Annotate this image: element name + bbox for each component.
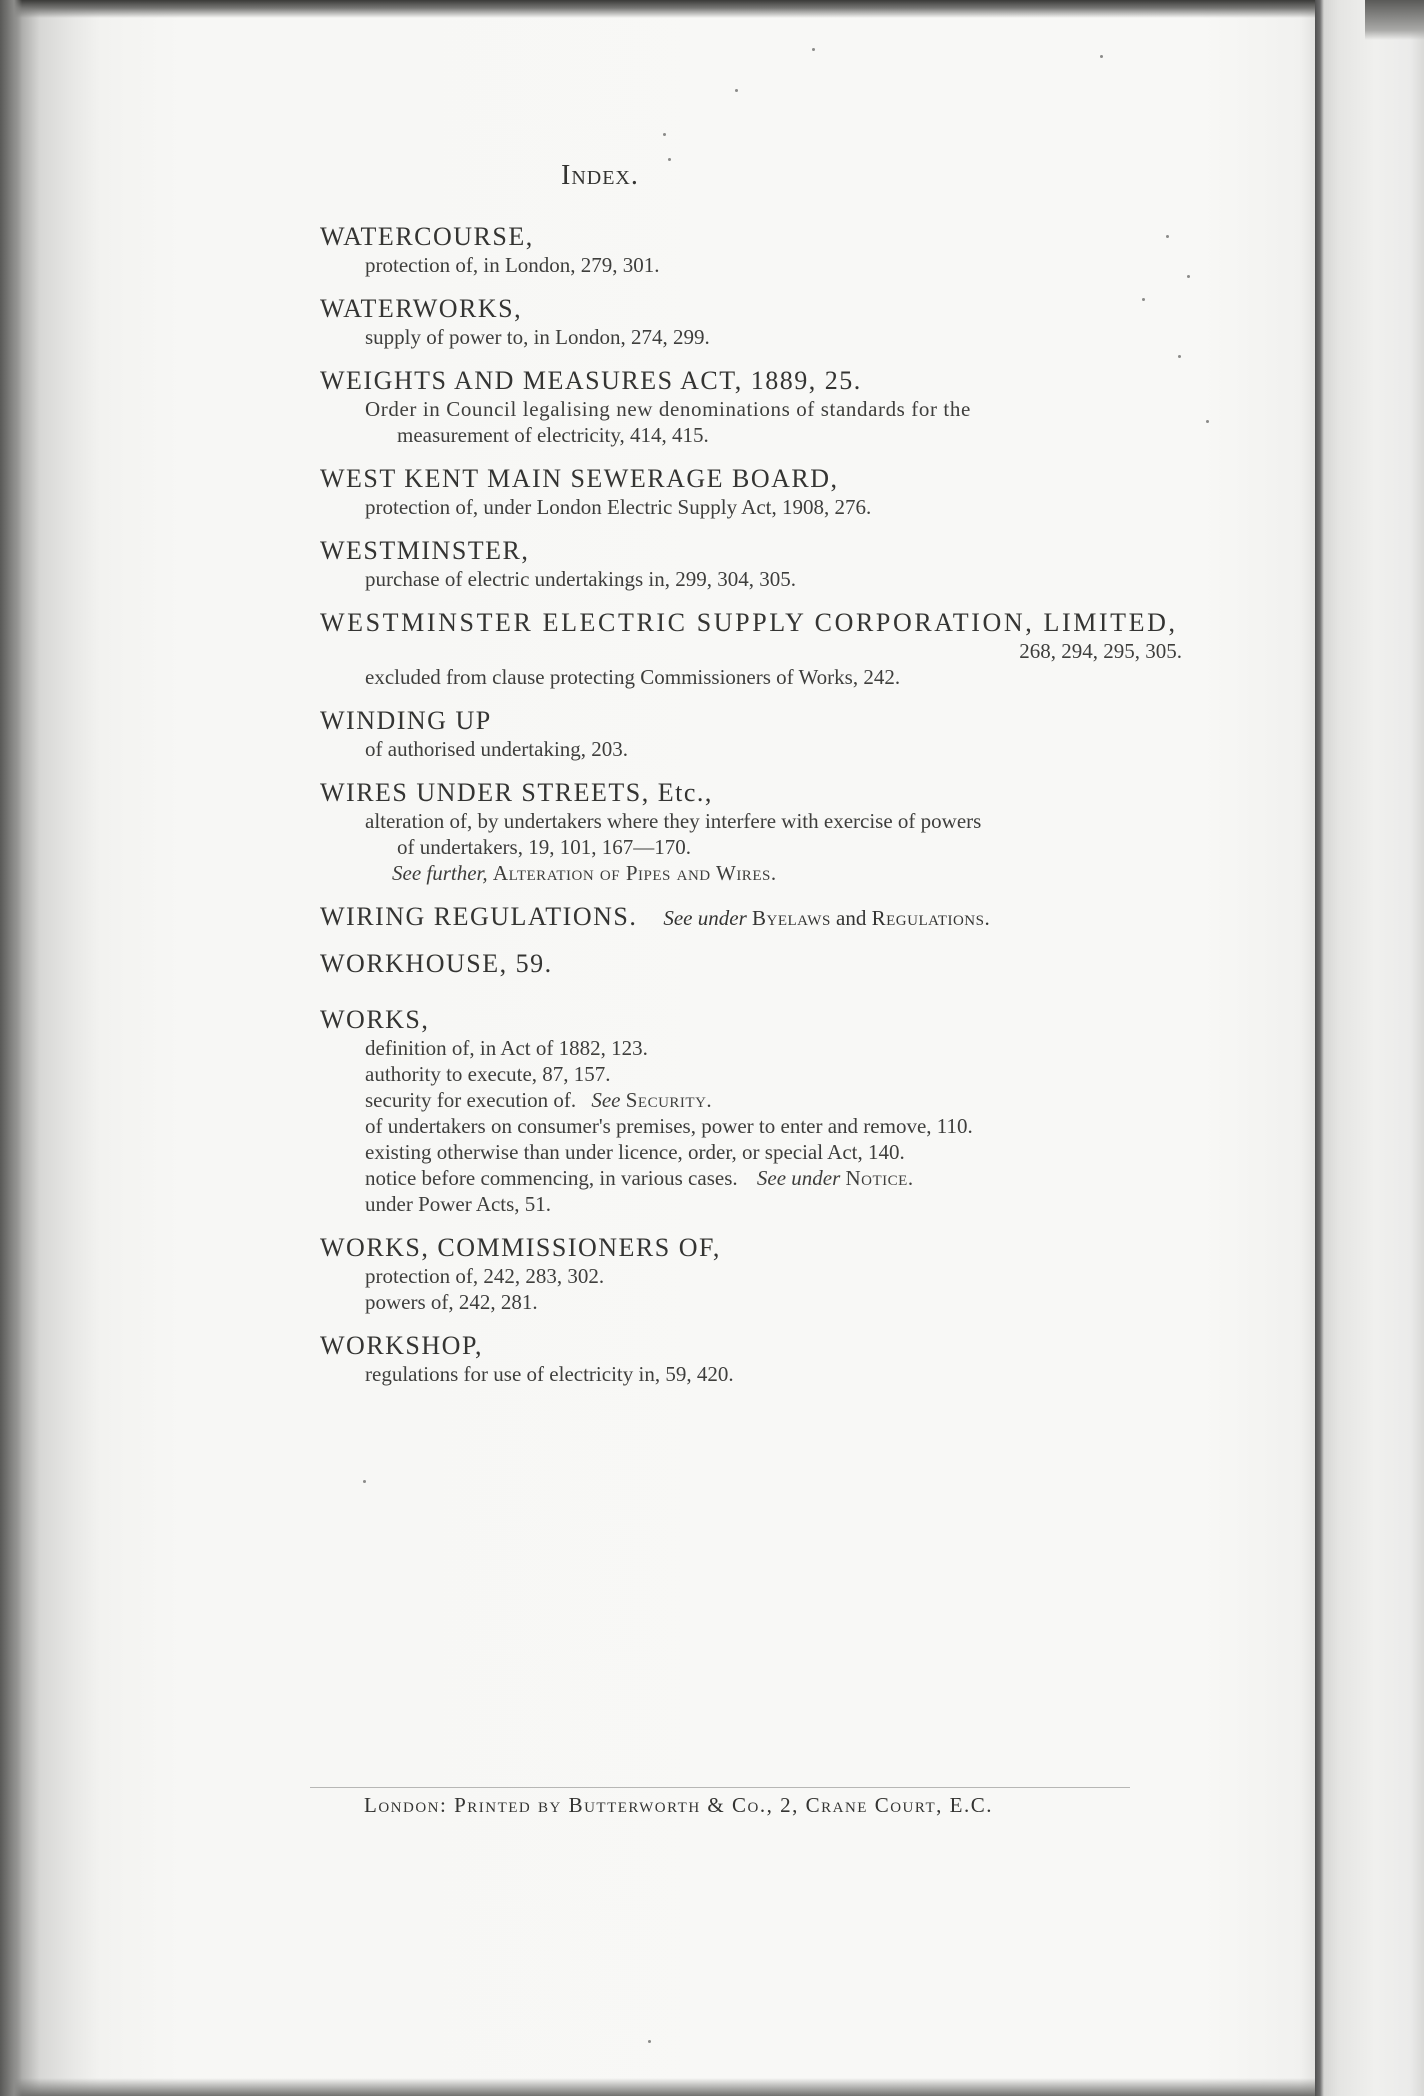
- entry-heading-text: WIRING REGULATIONS.: [320, 902, 638, 931]
- see-target: Security.: [625, 1088, 713, 1112]
- entry-heading: [320, 902, 1190, 933]
- entry-heading: WATERCOURSE,: [320, 222, 534, 251]
- index-entry: [320, 1005, 1190, 1217]
- entry-heading: WORKS,: [320, 1005, 430, 1034]
- entry-heading: WATERWORKS,: [320, 294, 523, 323]
- entry-subline: powers of, 242, 281.: [365, 1290, 538, 1314]
- index-entries: [320, 222, 1190, 1403]
- entry-subline: of undertakers on consumer's premises, power to enter and remove, 110.: [365, 1114, 973, 1138]
- index-entry: [320, 949, 1190, 979]
- next-page-edge: [1315, 0, 1424, 2096]
- see-conjunction: and: [836, 906, 867, 930]
- entry-subline: authority to execute, 87, 157.: [365, 1062, 611, 1086]
- subline-text: security for execution of.: [365, 1088, 577, 1112]
- top-edge-shadow: [0, 0, 1424, 18]
- entry-subline: of authorised undertaking, 203.: [365, 737, 629, 761]
- see-prefix: See further,: [392, 861, 488, 885]
- entry-subline: of undertakers, 19, 101, 167—170.: [397, 835, 691, 859]
- entry-page-refs: 268, 294, 295, 305.: [1019, 639, 1182, 663]
- entry-subline: protection of, 242, 283, 302.: [365, 1264, 605, 1288]
- entry-subline: measurement of electricity, 414, 415.: [397, 423, 709, 447]
- footer-rule: [310, 1787, 1130, 1788]
- index-entry: [320, 366, 1190, 448]
- see-prefix: See under: [663, 906, 747, 930]
- entry-heading: WEIGHTS AND MEASURES ACT, 1889, 25.: [320, 366, 862, 395]
- entry-heading: WINDING UP: [320, 706, 492, 735]
- entry-subline: regulations for use of electricity in, 59, 420.: [365, 1362, 734, 1386]
- see-prefix: See: [591, 1088, 621, 1112]
- index-entry: [320, 222, 1190, 278]
- index-entry: [320, 464, 1190, 520]
- entry-subline: definition of, in Act of 1882, 123.: [365, 1036, 648, 1060]
- see-target: Alteration of Pipes and Wires.: [492, 861, 777, 885]
- entry-heading: WORKHOUSE, 59.: [320, 949, 553, 978]
- entry-heading: WEST KENT MAIN SEWERAGE BOARD,: [320, 464, 839, 493]
- entry-subline: protection of, under London Electric Supply Act, 1908, 276.: [365, 495, 872, 519]
- see-target: Notice.: [845, 1166, 914, 1190]
- entry-heading: WIRES UNDER STREETS, Etc.,: [320, 778, 713, 807]
- index-entry: [320, 1331, 1190, 1387]
- index-entry: [320, 536, 1190, 592]
- index-entry: [320, 902, 1190, 933]
- entry-heading: WORKSHOP,: [320, 1331, 484, 1360]
- entry-subline: [320, 1087, 1190, 1113]
- entry-subline: Order in Council legalising new denominations of standards for the: [365, 397, 971, 421]
- index-entry: [320, 706, 1190, 762]
- bottom-edge-shadow: [0, 2078, 1424, 2096]
- see-target: Byelaws: [752, 906, 831, 930]
- entry-subline: purchase of electric undertakings in, 299, 304, 305.: [365, 567, 796, 591]
- see-target: Regulations.: [871, 906, 991, 930]
- book-spine-edge: [0, 0, 22, 2096]
- entry-subline: alteration of, by undertakers where they interfere with exercise of powers: [365, 809, 982, 833]
- entry-heading: WESTMINSTER,: [320, 536, 530, 565]
- cross-reference: [663, 906, 990, 930]
- entry-subline: protection of, in London, 279, 301.: [365, 253, 660, 277]
- entry-subline: supply of power to, in London, 274, 299.: [365, 325, 710, 349]
- entry-subline: existing otherwise than under licence, order, or special Act, 140.: [365, 1140, 905, 1164]
- see-prefix: See under: [756, 1166, 841, 1190]
- entry-subline: excluded from clause protecting Commissioners of Works, 242.: [365, 665, 901, 689]
- entry-subline: under Power Acts, 51.: [365, 1192, 552, 1216]
- entry-heading: WORKS, COMMISSIONERS OF,: [320, 1233, 721, 1262]
- entry-subline: [320, 1165, 1190, 1191]
- entry-heading: WESTMINSTER ELECTRIC SUPPLY CORPORATION, LIMITED,: [320, 608, 1178, 637]
- subline-text: notice before commencing, in various cases.: [365, 1166, 738, 1190]
- index-entry: [320, 294, 1190, 350]
- index-entry: [320, 1233, 1190, 1315]
- cross-reference: [320, 860, 1190, 886]
- index-entry: [320, 608, 1190, 690]
- printer-imprint: London: Printed by Butterworth & Co., 2, Crane Court, E.C.: [364, 1793, 993, 1817]
- next-page-corner-shadow: [1365, 0, 1424, 40]
- index-entry: [320, 778, 1190, 886]
- page-header: Index.: [561, 160, 639, 191]
